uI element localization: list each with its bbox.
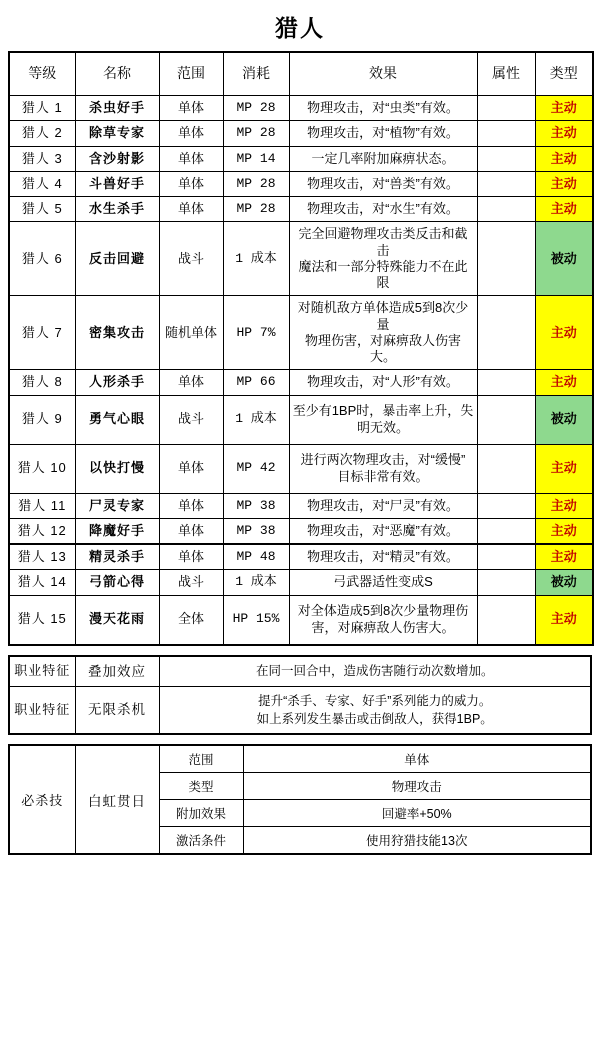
table-row bbox=[9, 518, 593, 544]
cell-name: 反击回避 bbox=[75, 222, 159, 296]
cell-effect: 对全体造成5到8次少量物理伤 害，对麻痹敌人伤害大。 bbox=[289, 595, 477, 645]
cell-cost: MP 38 bbox=[223, 518, 289, 544]
ultimate-field-key: 附加效果 bbox=[159, 800, 243, 827]
cell-level: 猎人 1 bbox=[9, 96, 75, 121]
ultimate-field-key: 类型 bbox=[159, 773, 243, 800]
cell-range: 单体 bbox=[159, 96, 223, 121]
ultimate-skill-table bbox=[8, 744, 592, 855]
ultimate-row bbox=[9, 745, 591, 773]
ultimate-label: 必杀技 bbox=[9, 745, 75, 854]
skills-table bbox=[8, 51, 594, 646]
column-header-range: 范围 bbox=[159, 52, 223, 96]
cell-cost: HP 7% bbox=[223, 296, 289, 370]
table-row bbox=[9, 570, 593, 595]
trait-label: 职业特征 bbox=[9, 656, 75, 687]
cell-name: 含沙射影 bbox=[75, 146, 159, 171]
table-row bbox=[9, 444, 593, 493]
table-row bbox=[9, 395, 593, 444]
cell-cost: MP 38 bbox=[223, 493, 289, 518]
cell-range: 单体 bbox=[159, 197, 223, 222]
cell-level: 猎人 6 bbox=[9, 222, 75, 296]
cell-level: 猎人 13 bbox=[9, 544, 75, 570]
cell-effect: 物理攻击，对“虫类”有效。 bbox=[289, 96, 477, 121]
cell-range: 单体 bbox=[159, 146, 223, 171]
cell-name: 水生杀手 bbox=[75, 197, 159, 222]
cell-attribute bbox=[477, 171, 535, 196]
cell-range: 战斗 bbox=[159, 395, 223, 444]
cell-type: 被动 bbox=[535, 222, 593, 296]
table-row bbox=[9, 121, 593, 146]
table-row bbox=[9, 96, 593, 121]
cell-name: 杀虫好手 bbox=[75, 96, 159, 121]
cell-cost: MP 28 bbox=[223, 96, 289, 121]
cell-cost: MP 28 bbox=[223, 197, 289, 222]
cell-type: 主动 bbox=[535, 146, 593, 171]
cell-name: 勇气心眼 bbox=[75, 395, 159, 444]
cell-level: 猎人 14 bbox=[9, 570, 75, 595]
cell-range: 战斗 bbox=[159, 570, 223, 595]
cell-attribute bbox=[477, 222, 535, 296]
cell-cost: 1 成本 bbox=[223, 570, 289, 595]
cell-name: 尸灵专家 bbox=[75, 493, 159, 518]
cell-attribute bbox=[477, 197, 535, 222]
ultimate-name: 白虹贯日 bbox=[75, 745, 159, 854]
cell-effect: 对随机敌方单体造成5到8次少量 物理伤害，对麻痹敌人伤害大。 bbox=[289, 296, 477, 370]
trait-row bbox=[9, 687, 591, 735]
cell-range: 单体 bbox=[159, 171, 223, 196]
table-row bbox=[9, 544, 593, 570]
cell-name: 以快打慢 bbox=[75, 444, 159, 493]
cell-name: 人形杀手 bbox=[75, 370, 159, 395]
cell-type: 主动 bbox=[535, 370, 593, 395]
cell-range: 单体 bbox=[159, 121, 223, 146]
ultimate-field-value: 单体 bbox=[243, 745, 591, 773]
cell-level: 猎人 4 bbox=[9, 171, 75, 196]
cell-attribute bbox=[477, 395, 535, 444]
cell-effect: 物理攻击，对“尸灵”有效。 bbox=[289, 493, 477, 518]
spacer-2 bbox=[8, 735, 592, 744]
trait-label: 职业特征 bbox=[9, 687, 75, 735]
cell-level: 猎人 8 bbox=[9, 370, 75, 395]
cell-effect: 完全回避物理攻击类反击和截击 魔法和一部分特殊能力不在此限 bbox=[289, 222, 477, 296]
table-row bbox=[9, 197, 593, 222]
cell-type: 主动 bbox=[535, 96, 593, 121]
ultimate-field-key: 范围 bbox=[159, 745, 243, 773]
cell-attribute bbox=[477, 570, 535, 595]
cell-effect: 至少有1BP时，暴击率上升，失 明无效。 bbox=[289, 395, 477, 444]
cell-name: 漫天花雨 bbox=[75, 595, 159, 645]
trait-row bbox=[9, 656, 591, 687]
cell-range: 单体 bbox=[159, 444, 223, 493]
cell-cost: 1 成本 bbox=[223, 395, 289, 444]
cell-type: 主动 bbox=[535, 121, 593, 146]
cell-level: 猎人 5 bbox=[9, 197, 75, 222]
cell-cost: MP 28 bbox=[223, 121, 289, 146]
cell-effect: 物理攻击，对“水生”有效。 bbox=[289, 197, 477, 222]
table-row bbox=[9, 146, 593, 171]
trait-description: 在同一回合中，造成伤害随行动次数增加。 bbox=[159, 656, 591, 687]
cell-name: 密集攻击 bbox=[75, 296, 159, 370]
table-row bbox=[9, 370, 593, 395]
cell-range: 随机单体 bbox=[159, 296, 223, 370]
cell-attribute bbox=[477, 296, 535, 370]
cell-level: 猎人 12 bbox=[9, 518, 75, 544]
cell-level: 猎人 10 bbox=[9, 444, 75, 493]
cell-cost: 1 成本 bbox=[223, 222, 289, 296]
cell-attribute bbox=[477, 96, 535, 121]
ultimate-field-key: 激活条件 bbox=[159, 827, 243, 855]
cell-effect: 物理攻击，对“精灵”有效。 bbox=[289, 544, 477, 570]
cell-cost: MP 28 bbox=[223, 171, 289, 196]
table-header-row bbox=[9, 52, 593, 96]
page-title: 猎人 bbox=[275, 15, 325, 41]
cell-name: 弓箭心得 bbox=[75, 570, 159, 595]
column-header-effect: 效果 bbox=[289, 52, 477, 96]
cell-attribute bbox=[477, 444, 535, 493]
table-row bbox=[9, 171, 593, 196]
table-row bbox=[9, 493, 593, 518]
table-row bbox=[9, 296, 593, 370]
cell-name: 除草专家 bbox=[75, 121, 159, 146]
cell-attribute bbox=[477, 146, 535, 171]
cell-level: 猎人 2 bbox=[9, 121, 75, 146]
column-header-cost: 消耗 bbox=[223, 52, 289, 96]
column-header-level: 等级 bbox=[9, 52, 75, 96]
cell-attribute bbox=[477, 518, 535, 544]
cell-effect: 物理攻击，对“植物”有效。 bbox=[289, 121, 477, 146]
cell-effect: 物理攻击，对“兽类”有效。 bbox=[289, 171, 477, 196]
cell-level: 猎人 11 bbox=[9, 493, 75, 518]
cell-attribute bbox=[477, 121, 535, 146]
cell-name: 精灵杀手 bbox=[75, 544, 159, 570]
cell-cost: MP 48 bbox=[223, 544, 289, 570]
cell-type: 被动 bbox=[535, 395, 593, 444]
cell-type: 主动 bbox=[535, 595, 593, 645]
cell-range: 战斗 bbox=[159, 222, 223, 296]
cell-attribute bbox=[477, 595, 535, 645]
cell-effect: 进行两次物理攻击，对“缓慢” 目标非常有效。 bbox=[289, 444, 477, 493]
cell-type: 主动 bbox=[535, 197, 593, 222]
cell-effect: 弓武器适性变成S bbox=[289, 570, 477, 595]
cell-name: 降魔好手 bbox=[75, 518, 159, 544]
table-row bbox=[9, 595, 593, 645]
cell-effect: 物理攻击，对“恶魔”有效。 bbox=[289, 518, 477, 544]
cell-type: 主动 bbox=[535, 444, 593, 493]
cell-attribute bbox=[477, 370, 535, 395]
cell-name: 斗兽好手 bbox=[75, 171, 159, 196]
class-traits-table bbox=[8, 655, 592, 736]
cell-range: 单体 bbox=[159, 518, 223, 544]
cell-cost: MP 66 bbox=[223, 370, 289, 395]
cell-level: 猎人 7 bbox=[9, 296, 75, 370]
cell-effect: 一定几率附加麻痹状态。 bbox=[289, 146, 477, 171]
trait-name: 叠加效应 bbox=[75, 656, 159, 687]
cell-type: 主动 bbox=[535, 493, 593, 518]
ultimate-field-value: 使用狩猎技能13次 bbox=[243, 827, 591, 855]
table-row bbox=[9, 222, 593, 296]
cell-level: 猎人 9 bbox=[9, 395, 75, 444]
spacer bbox=[8, 646, 592, 655]
cell-range: 全体 bbox=[159, 595, 223, 645]
ultimate-field-value: 物理攻击 bbox=[243, 773, 591, 800]
cell-level: 猎人 15 bbox=[9, 595, 75, 645]
column-header-type: 类型 bbox=[535, 52, 593, 96]
column-header-name: 名称 bbox=[75, 52, 159, 96]
cell-type: 主动 bbox=[535, 544, 593, 570]
cell-cost: MP 14 bbox=[223, 146, 289, 171]
trait-description: 提升“杀手、专家、好手”系列能力的威力。 如上系列发生暴击或击倒敌人，获得1BP。 bbox=[159, 687, 591, 735]
cell-cost: MP 42 bbox=[223, 444, 289, 493]
cell-type: 被动 bbox=[535, 570, 593, 595]
cell-attribute bbox=[477, 493, 535, 518]
cell-type: 主动 bbox=[535, 518, 593, 544]
cell-range: 单体 bbox=[159, 544, 223, 570]
cell-cost: HP 15% bbox=[223, 595, 289, 645]
trait-name: 无限杀机 bbox=[75, 687, 159, 735]
cell-attribute bbox=[477, 544, 535, 570]
cell-range: 单体 bbox=[159, 493, 223, 518]
cell-type: 主动 bbox=[535, 171, 593, 196]
column-header-attribute: 属性 bbox=[477, 52, 535, 96]
cell-effect: 物理攻击，对“人形”有效。 bbox=[289, 370, 477, 395]
cell-level: 猎人 3 bbox=[9, 146, 75, 171]
ultimate-field-value: 回避率+50% bbox=[243, 800, 591, 827]
cell-type: 主动 bbox=[535, 296, 593, 370]
cell-range: 单体 bbox=[159, 370, 223, 395]
